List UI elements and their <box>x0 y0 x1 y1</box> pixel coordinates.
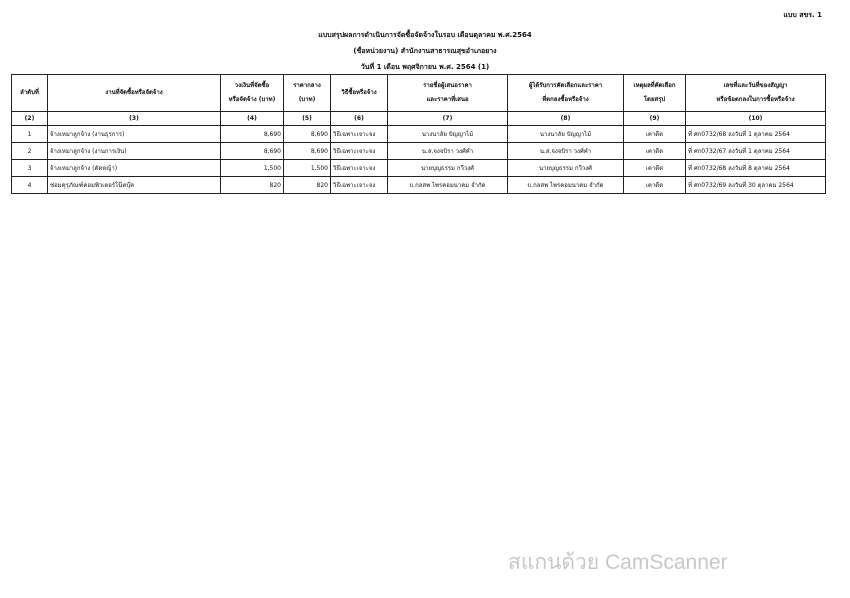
cell-method: วิธีเฉพาะเจาะจง <box>331 177 388 194</box>
cell-bidder: บ.กลสพ ไพรคอมนาคม จำกัด <box>388 177 508 194</box>
cell-median: 1,500 <box>284 160 331 177</box>
cell-no: 4 <box>12 177 48 194</box>
agency-name: (ชื่อหน่วยงาน) สำนักงานสาธารณสุขอำเภอยาง <box>353 47 497 55</box>
cell-budget: 1,500 <box>221 160 284 177</box>
column-number: (6) <box>331 112 388 126</box>
cell-reason: เคาดีด <box>624 177 686 194</box>
report-date: วันที่ 1 เดือน พฤศจิกายน พ.ศ. 2564 (1) <box>360 63 490 71</box>
column-number: (5) <box>284 112 331 126</box>
cell-no: 1 <box>12 126 48 143</box>
procurement-table <box>11 74 826 194</box>
cell-winner: บ.กลสพ ไพรคอมนาคม จำกัด <box>508 177 624 194</box>
header-cell-item: งานที่จัดซื้อหรือจัดจ้าง <box>48 75 221 112</box>
table-row <box>12 126 826 143</box>
cell-median: 8,690 <box>284 126 331 143</box>
cell-method: วิธีเฉพาะเจาะจง <box>331 160 388 177</box>
table-row <box>12 143 826 160</box>
cell-no: 3 <box>12 160 48 177</box>
cell-contract: ที่ ศก0732/68 ลงวันที่ 1 ตุลาคม 2564 <box>686 126 826 143</box>
table-row <box>12 160 826 177</box>
cell-item: จ้างเหมาลูกจ้าง (งานธุรการ) <box>48 126 221 143</box>
header-cell-method: วิธีซื้อหรือจ้าง <box>331 75 388 112</box>
header-cell-winner: ผู้ได้รับการคัดเลือกและราคา ที่ตกลงซื้อหรือจ้าง <box>508 75 624 112</box>
cell-contract: ที่ ศก0732/69 ลงวันที่ 30 ตุลาคม 2564 <box>686 177 826 194</box>
column-number: (3) <box>48 112 221 126</box>
cell-contract: ที่ ศก0732/68 ลงวันที่ 8 ตุลาคม 2564 <box>686 160 826 177</box>
cell-median: 820 <box>284 177 331 194</box>
report-title: แบบสรุปผลการดำเนินการจัดซื้อจัดจ้างในรอบ เดือนตุลาคม พ.ศ.2564 <box>318 31 532 39</box>
cell-budget: 8,690 <box>221 126 284 143</box>
column-number: (2) <box>12 112 48 126</box>
header-cell-bidders: รายชื่อผู้เสนอราคา และราคาที่เสนอ <box>388 75 508 112</box>
cell-budget: 820 <box>221 177 284 194</box>
table-row <box>12 177 826 194</box>
cell-item: จ้างเหมาลูกจ้าง (งานการเงิน) <box>48 143 221 160</box>
cell-winner: น.ส.จงจบิรา วงศ์คำ <box>508 143 624 160</box>
column-number: (8) <box>508 112 624 126</box>
cell-reason: เคาดีด <box>624 143 686 160</box>
cell-method: วิธีเฉพาะเจาะจง <box>331 126 388 143</box>
header-cell-contract: เลขที่และวันที่ของสัญญา หรือข้อตกลงในการซื้อหรือจ้าง <box>686 75 826 112</box>
cell-bidder: นายบุญธรรม กวีวงศ์ <box>388 160 508 177</box>
cell-median: 8,690 <box>284 143 331 160</box>
cell-reason: เคาดีด <box>624 160 686 177</box>
cell-budget: 8,690 <box>221 143 284 160</box>
header-cell-budget: วงเงินที่จัดซื้อ หรือจัดจ้าง (บาท) <box>221 75 284 112</box>
header-cell-no: ลำดับที่ <box>12 75 48 112</box>
form-code: แบบ สขร. 1 <box>783 11 822 19</box>
cell-no: 2 <box>12 143 48 160</box>
camscanner-watermark: สแกนด้วย CamScanner <box>508 551 728 574</box>
column-number: (7) <box>388 112 508 126</box>
cell-winner: นางนาลัย ปัญญาไม้ <box>508 126 624 143</box>
column-number: (9) <box>624 112 686 126</box>
table-header-row <box>12 75 826 112</box>
cell-bidder: น.ส.จงจบิรา วงศ์คำ <box>388 143 508 160</box>
column-number-row <box>12 112 826 126</box>
cell-winner: นายบุญธรรม กวีวงศ์ <box>508 160 624 177</box>
cell-reason: เคาดีด <box>624 126 686 143</box>
cell-contract: ที่ ศก0732/67 ลงวันที่ 1 ตุลาคม 2564 <box>686 143 826 160</box>
cell-bidder: นางนาลัย ปัญญาไม้ <box>388 126 508 143</box>
column-number: (10) <box>686 112 826 126</box>
cell-item: ซ่อมคุรุภัณฑ์คอมพิวเตอร์โน๊ตบุ๊ค <box>48 177 221 194</box>
cell-item: จ้างเหมาลูกจ้าง (ตัดหญ้า) <box>48 160 221 177</box>
column-number: (4) <box>221 112 284 126</box>
cell-method: วิธีเฉพาะเจาะจง <box>331 143 388 160</box>
header-cell-reason: เหตุผลที่คัดเลือก โดยสรุป <box>624 75 686 112</box>
header-cell-median: ราคากลาง (บาท) <box>284 75 331 112</box>
